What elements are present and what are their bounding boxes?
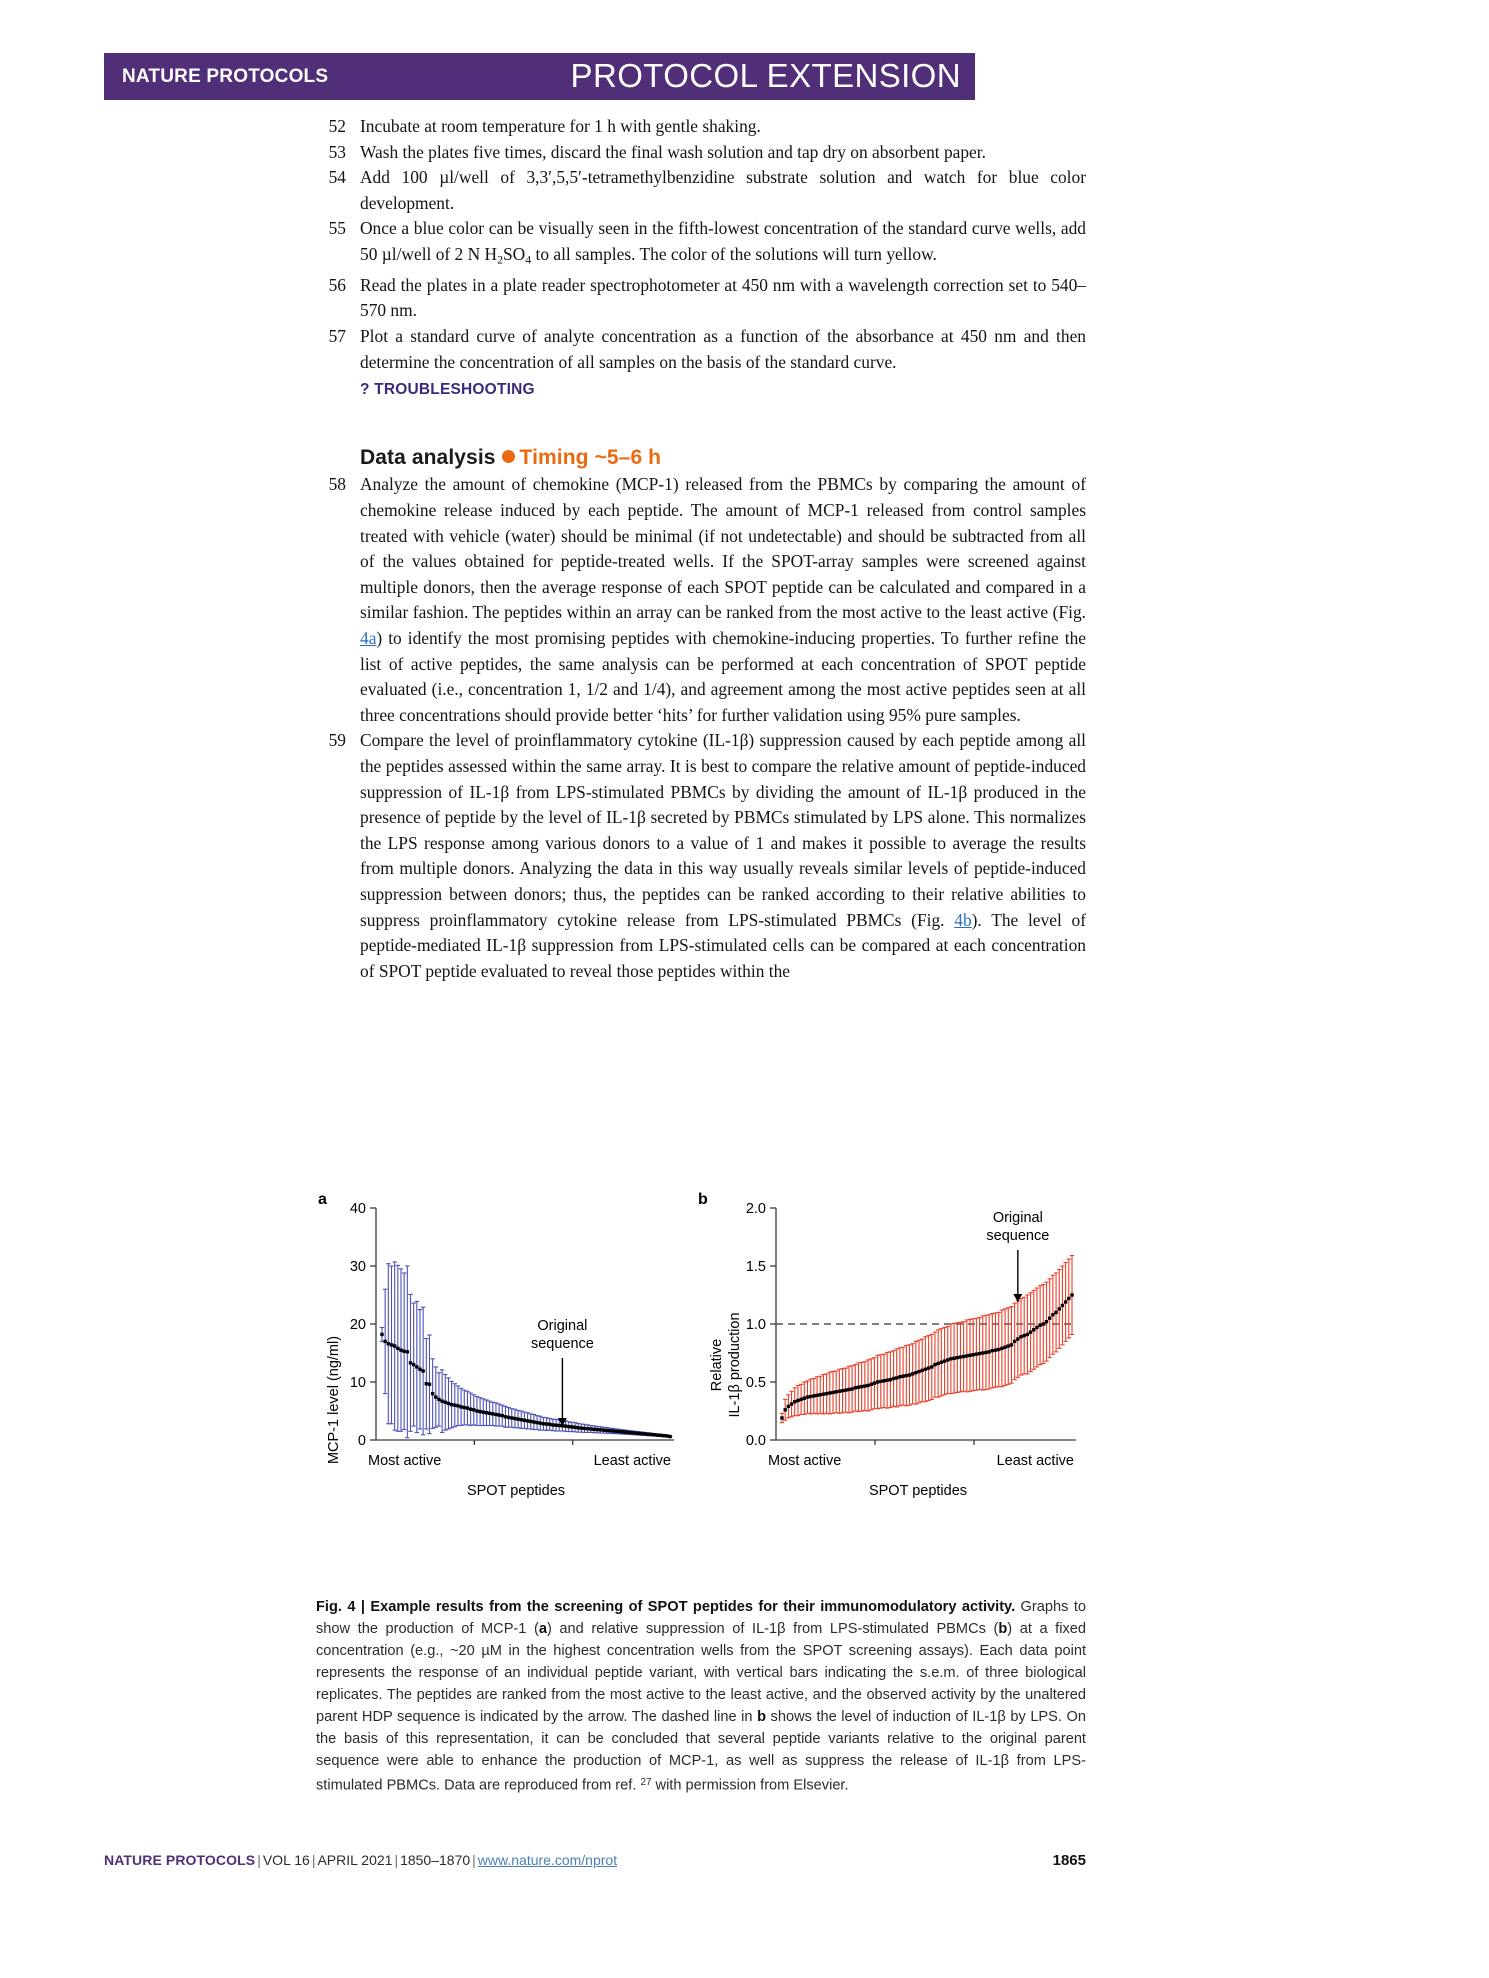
data-point bbox=[866, 1384, 869, 1387]
data-point bbox=[924, 1368, 927, 1371]
data-point bbox=[570, 1425, 573, 1428]
header-journal-name: NATURE PROTOCOLS bbox=[122, 65, 329, 87]
data-point bbox=[611, 1429, 614, 1432]
data-point bbox=[838, 1390, 841, 1393]
data-point bbox=[799, 1398, 802, 1401]
data-point bbox=[554, 1424, 557, 1427]
data-point bbox=[854, 1386, 857, 1389]
data-point bbox=[1038, 1323, 1041, 1326]
paragraph-text-pre: Analyze the amount of chemokine (MCP-1) released from the PBMCs by comparing the amount of chemokine release induced by each peptide. The amount of MCP-1 released from control samples treated with vehicle (water) should be minimal (if not undetectable) and should be subtracted from all of the values obtained for peptide-treated wells. If the SPOT-array samples were screened against multiple donors, then the average response of each SPOT peptide can be calculated and compared in a similar fashion. The peptides within an array can be ranked from the most active to the least active (Fig. bbox=[360, 474, 1086, 623]
data-point bbox=[387, 1342, 390, 1345]
data-point bbox=[586, 1427, 589, 1430]
data-point bbox=[539, 1421, 542, 1424]
data-point bbox=[968, 1354, 971, 1357]
protocol-step bbox=[316, 165, 1086, 216]
data-point bbox=[501, 1414, 504, 1417]
caption-bold-b: b bbox=[998, 1621, 1008, 1637]
data-point bbox=[879, 1380, 882, 1383]
data-point bbox=[1061, 1304, 1064, 1307]
data-point bbox=[892, 1377, 895, 1380]
protocol-step bbox=[316, 114, 1086, 140]
step-text: Read the plates in a plate reader spectrophotometer at 450 nm with a wavelength correction set to 540–570 nm. bbox=[360, 274, 1086, 321]
data-point bbox=[646, 1433, 649, 1436]
data-point bbox=[991, 1349, 994, 1352]
data-point bbox=[815, 1394, 818, 1397]
data-point bbox=[535, 1421, 538, 1424]
figure-4 bbox=[316, 1190, 1086, 1580]
data-point bbox=[981, 1351, 984, 1354]
data-point bbox=[548, 1423, 551, 1426]
figure-caption bbox=[316, 1596, 1086, 1796]
data-point bbox=[780, 1416, 783, 1419]
data-point bbox=[783, 1408, 786, 1411]
figure-reference-4a[interactable]: 4a bbox=[360, 628, 377, 648]
data-point bbox=[876, 1380, 879, 1383]
data-point bbox=[520, 1418, 523, 1421]
data-point bbox=[984, 1351, 987, 1354]
data-point bbox=[930, 1365, 933, 1368]
header-article-type: PROTOCOL EXTENSION bbox=[570, 56, 961, 94]
data-point bbox=[488, 1412, 491, 1415]
data-point bbox=[1003, 1346, 1006, 1349]
step-number: 54 bbox=[328, 167, 346, 188]
panel-a-x-left-label: Most active bbox=[368, 1453, 442, 1469]
data-point bbox=[630, 1431, 633, 1434]
data-point bbox=[1042, 1322, 1045, 1325]
data-point bbox=[463, 1406, 466, 1409]
step-text: Incubate at room temperature for 1 h with gentle shaking. bbox=[360, 116, 761, 136]
paragraph-text-post: ). The level of peptide-mediated IL-1β suppression from LPS-stimulated cells can be compared at each concentration of SPOT peptide evaluated to reveal those peptides within the bbox=[360, 909, 1086, 981]
step-text: Wash the plates five times, discard the final wash solution and tap dry on absorbent paper. bbox=[360, 141, 986, 162]
data-point bbox=[895, 1376, 898, 1379]
data-point bbox=[1067, 1297, 1070, 1300]
data-point bbox=[889, 1378, 892, 1381]
y-tick-label: 0.5 bbox=[745, 1375, 766, 1391]
data-point bbox=[637, 1432, 640, 1435]
data-point bbox=[857, 1386, 860, 1389]
y-tick-label: 2.0 bbox=[745, 1201, 766, 1217]
protocol-paragraph bbox=[316, 728, 1086, 984]
footer-date: APRIL 2021 bbox=[317, 1852, 393, 1868]
data-point bbox=[421, 1369, 424, 1372]
data-point bbox=[933, 1363, 936, 1366]
data-point bbox=[975, 1352, 978, 1355]
annotation-line-2: sequence bbox=[986, 1228, 1050, 1244]
data-point bbox=[994, 1348, 997, 1351]
section-heading bbox=[360, 445, 1086, 471]
data-point bbox=[564, 1424, 567, 1427]
data-point bbox=[1058, 1307, 1061, 1310]
data-point bbox=[806, 1395, 809, 1398]
data-point bbox=[406, 1350, 409, 1353]
step-number: 52 bbox=[328, 116, 346, 136]
data-point bbox=[844, 1388, 847, 1391]
protocol-step bbox=[316, 216, 1086, 273]
data-point bbox=[453, 1404, 456, 1407]
data-point bbox=[921, 1369, 924, 1372]
footer-separator: | bbox=[311, 1852, 316, 1868]
data-point bbox=[532, 1420, 535, 1423]
data-point bbox=[1048, 1317, 1051, 1320]
figure-panel-b bbox=[696, 1190, 1086, 1580]
data-point bbox=[516, 1417, 519, 1420]
caption-body-4: shows the level of induction of IL-1β by LPS. On the basis of this representation, it can be concluded that several peptide variants relative to the original parent sequence were able to enhance the production of MCP-1, as well as suppress the release of IL-1β from LPS-stimulated PBMCs. Data are reproduced from ref. bbox=[316, 1709, 1086, 1794]
timing-value: ~5–6 h bbox=[594, 445, 662, 469]
panel-a-x-right-label: Least active bbox=[593, 1453, 671, 1469]
panel-a-annotation bbox=[531, 1318, 594, 1426]
footer-url-link[interactable]: www.nature.com/nprot bbox=[477, 1852, 618, 1868]
step-number: 56 bbox=[328, 274, 346, 295]
data-point bbox=[1022, 1334, 1025, 1337]
data-point bbox=[1045, 1320, 1048, 1323]
paragraph-text-pre: Compare the level of proinflammatory cytokine (IL-1β) suppression caused by each peptide among all the peptides assessed within the same array. It is best to compare the relative amount of peptide-induced suppression of IL-1β from LPS-stimulated PBMCs by dividing the amount of IL-1β produced in the presence of peptide by the level of IL-1β secreted by PBMCs stimulated by LPS alone. This normalizes the LPS response among various donors to a value of 1 and makes it possible to average the results from multiple donors. Analyzing the data in this way usually reveals similar levels of peptide-induced suppression between donors; thus, the peptides can be ranked according to their relative abilities to suppress proinflammatory cytokine release from LPS-stimulated PBMCs (Fig. bbox=[360, 730, 1086, 930]
timing-dot-icon bbox=[502, 450, 515, 463]
y-tick-label: 1.5 bbox=[745, 1259, 766, 1275]
data-point bbox=[396, 1347, 399, 1350]
protocol-step bbox=[316, 140, 1086, 166]
y-tick-label: 30 bbox=[349, 1259, 366, 1275]
data-point bbox=[599, 1428, 602, 1431]
annotation-line-2: sequence bbox=[530, 1336, 594, 1352]
paragraph-text-post: ) to identify the most promising peptides with chemokine-inducing properties. To further refine the list of active peptides, the same analysis can be performed at each concentration of SPOT peptide evaluated (i.e., concentration 1, 1/2 and 1/4), and agreement among the most active peptides seen at all three concentrations should provide better ‘hits’ for further validation using 95% pure samples. bbox=[360, 628, 1086, 725]
section-title: Data analysis bbox=[360, 445, 496, 469]
protocol-step bbox=[316, 273, 1086, 324]
data-point bbox=[860, 1385, 863, 1388]
step-number: 57 bbox=[328, 326, 346, 347]
data-point bbox=[402, 1350, 405, 1353]
data-point bbox=[901, 1375, 904, 1378]
data-point bbox=[605, 1429, 608, 1432]
step-number: 55 bbox=[328, 218, 346, 239]
data-point bbox=[390, 1343, 393, 1346]
data-point bbox=[507, 1416, 510, 1419]
caption-body-3: ) at a fixed concentration (e.g., ~20 µM in the highest concentration wells from the SPOT screening assays). Each data point represents the response of an individual peptide variant, with vertical bars indicating the s.e.m. of three biological replicates. The peptides are ranked from the most active to the least active, and the observed activity by the unaltered parent HDP sequence is indicated by the arrow. The dashed line in bbox=[316, 1621, 1087, 1725]
panel-b-data-series bbox=[780, 1256, 1074, 1423]
step-text: Once a blue color can be visually seen in the fifth-lowest concentration of the standard curve wells, add 50 µl/well of 2 N $H_2SO_4$ to all samples. The color of the solutions will turn yellow. bbox=[360, 218, 1086, 267]
data-point bbox=[965, 1354, 968, 1357]
data-point bbox=[596, 1428, 599, 1431]
data-point bbox=[643, 1432, 646, 1435]
data-point bbox=[1026, 1333, 1029, 1336]
data-point bbox=[793, 1400, 796, 1403]
y-tick-label: 0 bbox=[357, 1433, 366, 1449]
data-point bbox=[831, 1391, 834, 1394]
panel-b-x-right-label: Least active bbox=[996, 1453, 1074, 1469]
data-point bbox=[1016, 1337, 1019, 1340]
data-point bbox=[905, 1374, 908, 1377]
data-point bbox=[873, 1381, 876, 1384]
data-point bbox=[987, 1350, 990, 1353]
caption-lead: Fig. 4 | Example results from the screening of SPOT peptides for their immunomodulatory activity. bbox=[316, 1599, 1016, 1615]
data-point bbox=[475, 1409, 478, 1412]
data-point bbox=[399, 1348, 402, 1351]
data-point bbox=[841, 1389, 844, 1392]
data-point bbox=[583, 1427, 586, 1430]
data-point bbox=[542, 1422, 545, 1425]
footer-separator: | bbox=[394, 1852, 399, 1868]
data-point bbox=[1013, 1340, 1016, 1343]
data-point bbox=[447, 1402, 450, 1405]
data-point bbox=[469, 1408, 472, 1411]
data-point bbox=[592, 1428, 595, 1431]
data-point bbox=[1035, 1326, 1038, 1329]
data-point bbox=[589, 1427, 592, 1430]
data-point bbox=[943, 1359, 946, 1362]
troubleshooting-link[interactable]: ? TROUBLESHOOTING bbox=[360, 381, 535, 399]
figure-panel-a bbox=[316, 1190, 691, 1580]
step-text: Plot a standard curve of analyte concentration as a function of the absorbance at 450 nm and then determine the concentration of all samples on the basis of the standard curve. bbox=[360, 326, 1086, 372]
data-point bbox=[485, 1411, 488, 1414]
data-point bbox=[908, 1373, 911, 1376]
data-point bbox=[946, 1358, 949, 1361]
data-point bbox=[1007, 1344, 1010, 1347]
data-point bbox=[828, 1391, 831, 1394]
data-point bbox=[627, 1431, 630, 1434]
annotation-line-1: Original bbox=[992, 1210, 1043, 1226]
data-point bbox=[978, 1352, 981, 1355]
data-point bbox=[959, 1355, 962, 1358]
data-point bbox=[482, 1410, 485, 1413]
panel-a-x-axis-label: SPOT peptides bbox=[466, 1483, 566, 1499]
step-number: 53 bbox=[328, 141, 346, 162]
data-point bbox=[545, 1422, 548, 1425]
data-point bbox=[936, 1362, 939, 1365]
figure-reference-4b[interactable]: 4b bbox=[954, 909, 972, 930]
data-point bbox=[444, 1401, 447, 1404]
y-tick-label: 1.0 bbox=[745, 1317, 766, 1333]
data-point bbox=[885, 1379, 888, 1382]
data-point bbox=[649, 1433, 652, 1436]
paragraph-text bbox=[360, 472, 1086, 728]
caption-bold-b2: b bbox=[757, 1709, 766, 1725]
timing-label: Timing bbox=[519, 445, 589, 469]
data-point bbox=[812, 1394, 815, 1397]
data-point bbox=[409, 1361, 412, 1364]
footer-volume: VOL 16 bbox=[262, 1852, 310, 1868]
data-point bbox=[494, 1413, 497, 1416]
footer-pages: 1850–1870 bbox=[400, 1852, 471, 1868]
data-point bbox=[513, 1417, 516, 1420]
annotation-line-1: Original bbox=[537, 1318, 588, 1334]
main-text-column bbox=[316, 114, 1086, 984]
header-bar bbox=[104, 53, 975, 100]
paragraph-number: 59 bbox=[328, 730, 346, 751]
panel-b-y-axis-label-line2: IL-1β production bbox=[727, 1312, 743, 1418]
panel-a-letter: a bbox=[318, 1191, 327, 1208]
data-point bbox=[472, 1408, 475, 1411]
data-point bbox=[1029, 1330, 1032, 1333]
data-point bbox=[825, 1392, 828, 1395]
footer-separator: | bbox=[257, 1852, 261, 1868]
data-point bbox=[927, 1366, 930, 1369]
data-point bbox=[1000, 1347, 1003, 1350]
data-point bbox=[819, 1393, 822, 1396]
data-point bbox=[940, 1361, 943, 1364]
data-point bbox=[949, 1357, 952, 1360]
caption-body-1: Graphs to show the production of MCP-1 ( bbox=[316, 1599, 1086, 1637]
data-point bbox=[523, 1419, 526, 1422]
data-point bbox=[662, 1434, 665, 1437]
data-point bbox=[1064, 1300, 1067, 1303]
panel-a-axes bbox=[370, 1208, 674, 1445]
data-point bbox=[450, 1403, 453, 1406]
caption-reference-superscript: 27 bbox=[640, 1777, 652, 1788]
data-point bbox=[440, 1399, 443, 1402]
data-point bbox=[809, 1395, 812, 1398]
footer-separator: | bbox=[472, 1852, 476, 1868]
data-point bbox=[668, 1435, 671, 1438]
footer-brand: NATURE PROTOCOLS bbox=[104, 1852, 256, 1868]
page-number: 1865 bbox=[1052, 1852, 1086, 1869]
paragraph-text bbox=[360, 728, 1086, 984]
data-point bbox=[418, 1368, 421, 1371]
data-point bbox=[526, 1419, 529, 1422]
data-point bbox=[796, 1399, 799, 1402]
data-point bbox=[573, 1426, 576, 1429]
data-point bbox=[850, 1387, 853, 1390]
data-point bbox=[380, 1333, 383, 1336]
y-tick-label: 20 bbox=[349, 1317, 366, 1333]
data-point bbox=[567, 1425, 570, 1428]
data-point bbox=[393, 1344, 396, 1347]
page-footer bbox=[104, 1852, 1086, 1868]
data-point bbox=[847, 1388, 850, 1391]
data-point bbox=[962, 1355, 965, 1358]
data-point bbox=[659, 1434, 662, 1437]
panel-b-y-axis-label-line1: Relative bbox=[709, 1338, 725, 1392]
data-point bbox=[952, 1357, 955, 1360]
data-point bbox=[898, 1375, 901, 1378]
data-point bbox=[863, 1384, 866, 1387]
panel-b-x-axis-label: SPOT peptides bbox=[868, 1483, 968, 1499]
panel-a-data-series bbox=[380, 1262, 672, 1438]
data-point bbox=[1010, 1343, 1013, 1346]
data-point bbox=[633, 1431, 636, 1434]
data-point bbox=[640, 1432, 643, 1435]
panel-b-y-tick-labels bbox=[746, 1201, 766, 1449]
panel-b-x-left-label: Most active bbox=[768, 1453, 842, 1469]
data-point bbox=[1054, 1311, 1057, 1314]
data-point bbox=[997, 1348, 1000, 1351]
data-point bbox=[428, 1383, 431, 1386]
data-point bbox=[1032, 1328, 1035, 1331]
data-point bbox=[822, 1392, 825, 1395]
y-tick-label: 40 bbox=[349, 1201, 366, 1217]
data-point bbox=[466, 1406, 469, 1409]
data-point bbox=[383, 1340, 386, 1343]
data-point bbox=[1070, 1293, 1073, 1296]
paragraph-number: 58 bbox=[328, 474, 346, 495]
data-point bbox=[972, 1353, 975, 1356]
data-point bbox=[491, 1412, 494, 1415]
data-point bbox=[425, 1382, 428, 1385]
data-point bbox=[834, 1390, 837, 1393]
data-point bbox=[459, 1405, 462, 1408]
data-point bbox=[882, 1379, 885, 1382]
data-point bbox=[412, 1363, 415, 1366]
caption-bold-a: a bbox=[538, 1621, 547, 1637]
data-point bbox=[437, 1398, 440, 1401]
data-point bbox=[415, 1365, 418, 1368]
data-point bbox=[504, 1415, 507, 1418]
panel-b-plot bbox=[696, 1190, 1086, 1580]
data-point bbox=[870, 1383, 873, 1386]
data-point bbox=[652, 1433, 655, 1436]
data-point bbox=[665, 1434, 668, 1437]
data-point bbox=[917, 1370, 920, 1373]
data-point bbox=[614, 1430, 617, 1433]
data-point bbox=[580, 1426, 583, 1429]
y-tick-label: 10 bbox=[349, 1375, 366, 1391]
data-point bbox=[621, 1430, 624, 1433]
data-point bbox=[911, 1372, 914, 1375]
data-point bbox=[551, 1423, 554, 1426]
data-point bbox=[790, 1402, 793, 1405]
data-point bbox=[510, 1416, 513, 1419]
protocol-step bbox=[316, 324, 1086, 375]
data-point bbox=[434, 1395, 437, 1398]
data-point bbox=[577, 1426, 580, 1429]
panel-b-letter: b bbox=[698, 1191, 708, 1208]
data-point bbox=[956, 1356, 959, 1359]
caption-body-5: with permission from Elsevier. bbox=[651, 1777, 849, 1794]
data-point bbox=[656, 1433, 659, 1436]
data-point bbox=[624, 1430, 627, 1433]
data-point bbox=[431, 1392, 434, 1395]
y-tick-label: 0.0 bbox=[745, 1433, 766, 1449]
data-point bbox=[497, 1413, 500, 1416]
panel-a-y-tick-labels bbox=[350, 1201, 366, 1449]
panel-a-y-axis-label: MCP-1 level (ng/ml) bbox=[326, 1335, 342, 1465]
panel-a-plot bbox=[316, 1190, 691, 1580]
data-point bbox=[608, 1429, 611, 1432]
data-point bbox=[1051, 1313, 1054, 1316]
data-point bbox=[787, 1405, 790, 1408]
data-point bbox=[914, 1371, 917, 1374]
step-text: Add 100 µl/well of 3,3′,5,5′-tetramethylbenzidine substrate solution and watch for blue color development. bbox=[360, 167, 1086, 213]
data-point bbox=[456, 1404, 459, 1407]
data-point bbox=[602, 1428, 605, 1431]
data-point bbox=[478, 1410, 481, 1413]
data-point bbox=[618, 1430, 621, 1433]
caption-body-2: ) and relative suppression of IL-1β from LPS-stimulated PBMCs ( bbox=[546, 1621, 999, 1637]
data-point bbox=[1019, 1335, 1022, 1338]
data-point bbox=[558, 1424, 561, 1427]
protocol-paragraph bbox=[316, 472, 1086, 728]
data-point bbox=[803, 1397, 806, 1400]
data-point bbox=[529, 1420, 532, 1423]
